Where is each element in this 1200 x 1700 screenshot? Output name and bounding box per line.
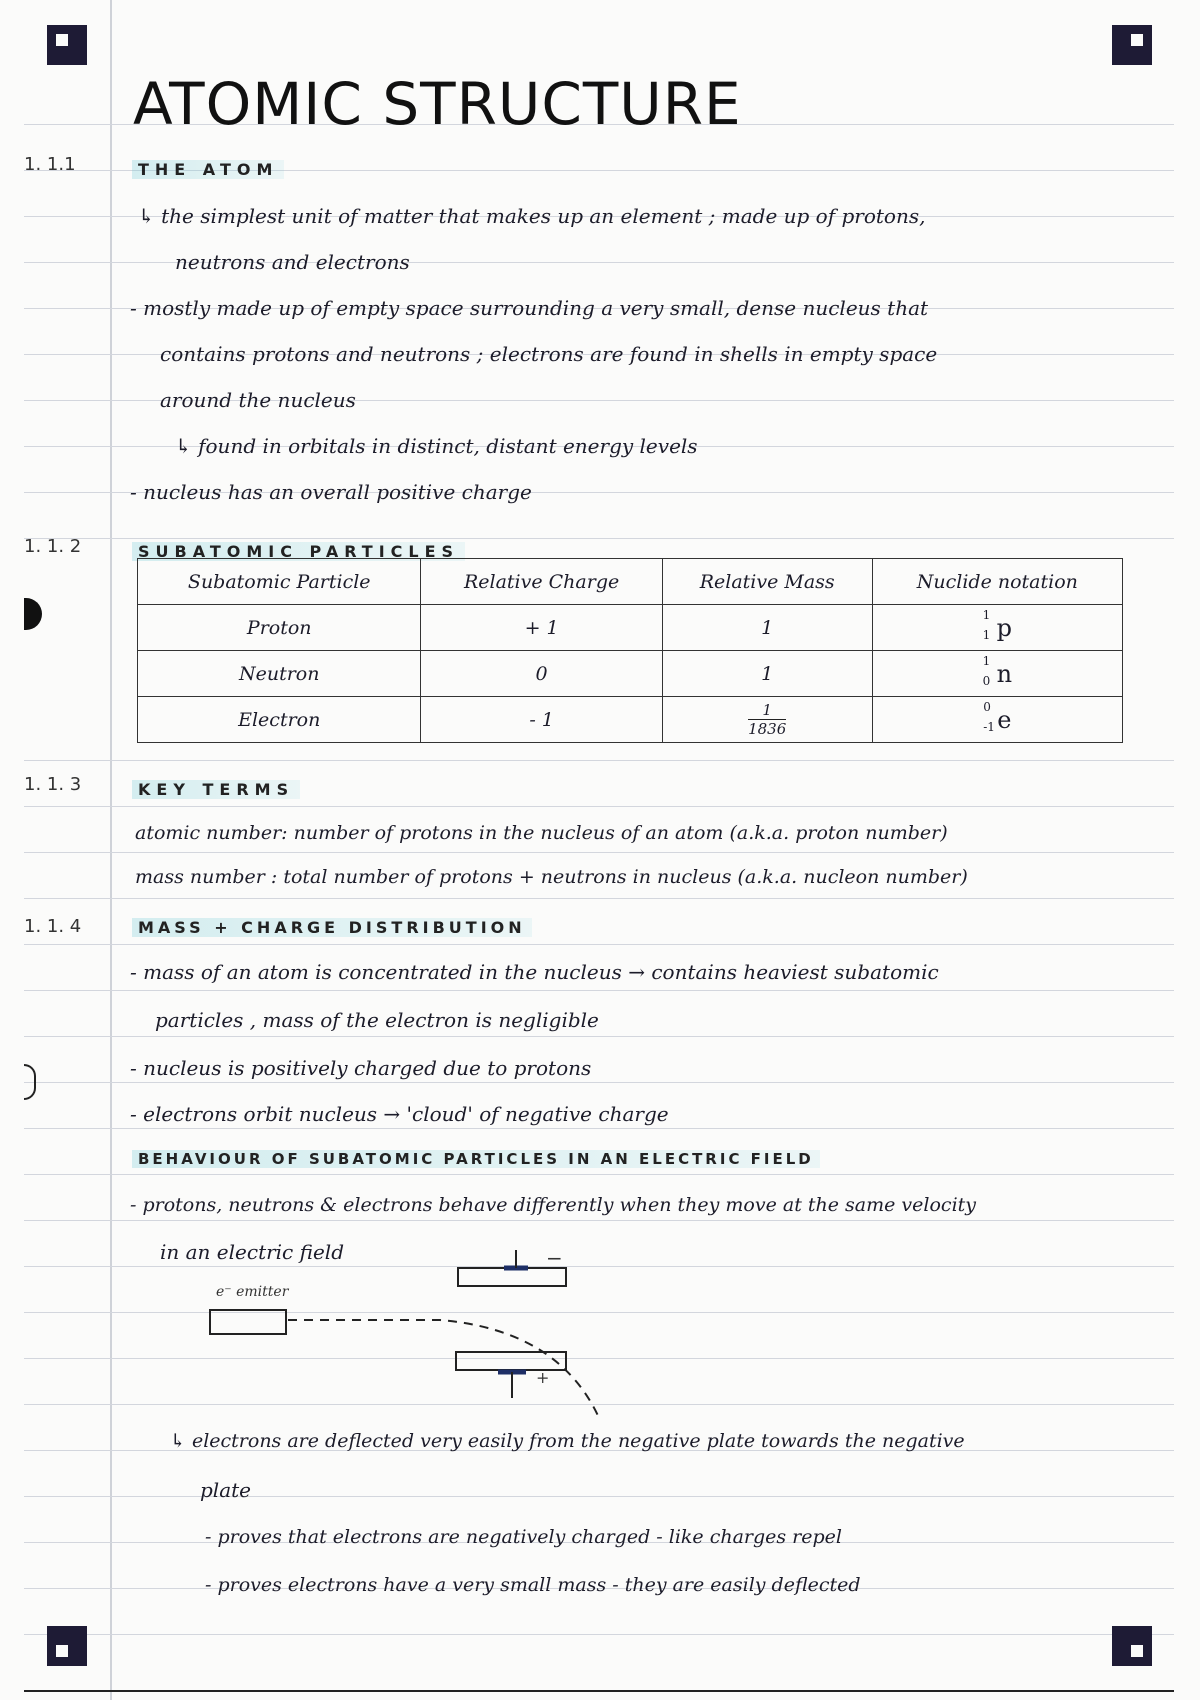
nuclide-atomic-number: -1 [983, 719, 995, 734]
section-heading: SUBATOMIC PARTICLES [132, 542, 465, 561]
section-heading: BEHAVIOUR OF SUBATOMIC PARTICLES IN AN ELECTRIC FIELD [132, 1150, 820, 1168]
table-header: Subatomic Particle [138, 559, 421, 605]
fraction-denominator: 1836 [748, 719, 787, 738]
section-number: 1. 1. 2 [24, 536, 82, 557]
note-line: neutrons and electrons [175, 250, 410, 274]
fraction-numerator: 1 [748, 701, 786, 720]
charge-cell: + 1 [421, 605, 662, 651]
table-header: Nuclide notation [872, 559, 1122, 605]
note-line: - mostly made up of empty space surrounding a very small, dense nucleus that [130, 296, 929, 320]
section-number: 1. 1. 3 [24, 774, 82, 795]
minus-sign: − [546, 1246, 563, 1270]
note-line: in an electric field [160, 1240, 344, 1264]
nuclide-mass-number: 0 [983, 699, 991, 714]
particle-cell: Neutron [138, 651, 421, 697]
nuclide-mass-number: 1 [982, 607, 991, 622]
charge-cell: - 1 [421, 697, 662, 743]
nuclide-atomic-number: 1 [982, 627, 991, 642]
emitter-label: e⁻ emitter [216, 1284, 289, 1300]
negative-plate [458, 1268, 566, 1286]
note-line: around the nucleus [160, 388, 356, 412]
section-heading: MASS + CHARGE DISTRIBUTION [132, 918, 532, 937]
electron-emitter [210, 1310, 286, 1334]
nuclide-mass-number: 1 [982, 653, 991, 668]
section-number: 1. 1.1 [24, 154, 76, 175]
nuclide-symbol: p [996, 613, 1012, 642]
page-title: ATOMIC STRUCTURE [133, 70, 742, 138]
particle-cell: Proton [138, 605, 421, 651]
note-line: particles , mass of the electron is negligible [155, 1008, 599, 1032]
charge-cell: 0 [421, 651, 662, 697]
note-line: plate [200, 1478, 251, 1502]
particle-cell: Electron [138, 697, 421, 743]
nuclide-atomic-number: 0 [982, 673, 991, 688]
note-line: - mass of an atom is concentrated in the nucleus → contains heaviest subatomic [130, 960, 939, 984]
note-line: contains protons and neutrons ; electrons are found in shells in empty space [160, 342, 938, 366]
note-line: atomic number: number of protons in the nucleus of an atom (a.k.a. proton number) [135, 822, 948, 844]
plus-sign: + [536, 1368, 550, 1387]
nuclide-symbol: e [997, 705, 1012, 734]
note-line: - proves that electrons are negatively charged - like charges repel [205, 1526, 842, 1548]
mass-cell: 1 [662, 605, 872, 651]
note-line: ↳ found in orbitals in distinct, distant energy levels [175, 434, 698, 458]
note-line: ↳ the simplest unit of matter that makes up an element ; made up of protons, [138, 204, 926, 228]
note-line: ↳ electrons are deflected very easily from the negative plate towards the negative [170, 1430, 965, 1452]
table-header: Relative Charge [421, 559, 662, 605]
section-number: 1. 1. 4 [24, 916, 82, 937]
note-line: - nucleus is positively charged due to protons [130, 1056, 592, 1080]
section-heading: THE ATOM [132, 160, 284, 179]
note-line: - protons, neutrons & electrons behave differently when they move at the same velocity [130, 1194, 977, 1216]
mass-cell: 1 [662, 651, 872, 697]
note-line: mass number : total number of protons + neutrons in nucleus (a.k.a. nucleon number) [135, 866, 968, 888]
note-line: - nucleus has an overall positive charge [130, 480, 532, 504]
note-line: - electrons orbit nucleus → 'cloud' of negative charge [130, 1102, 669, 1126]
section-heading: KEY TERMS [132, 780, 300, 799]
positive-plate [456, 1352, 566, 1370]
nuclide-symbol: n [996, 659, 1013, 688]
note-line: - proves electrons have a very small mass - they are easily deflected [205, 1574, 861, 1596]
table-header: Relative Mass [662, 559, 872, 605]
